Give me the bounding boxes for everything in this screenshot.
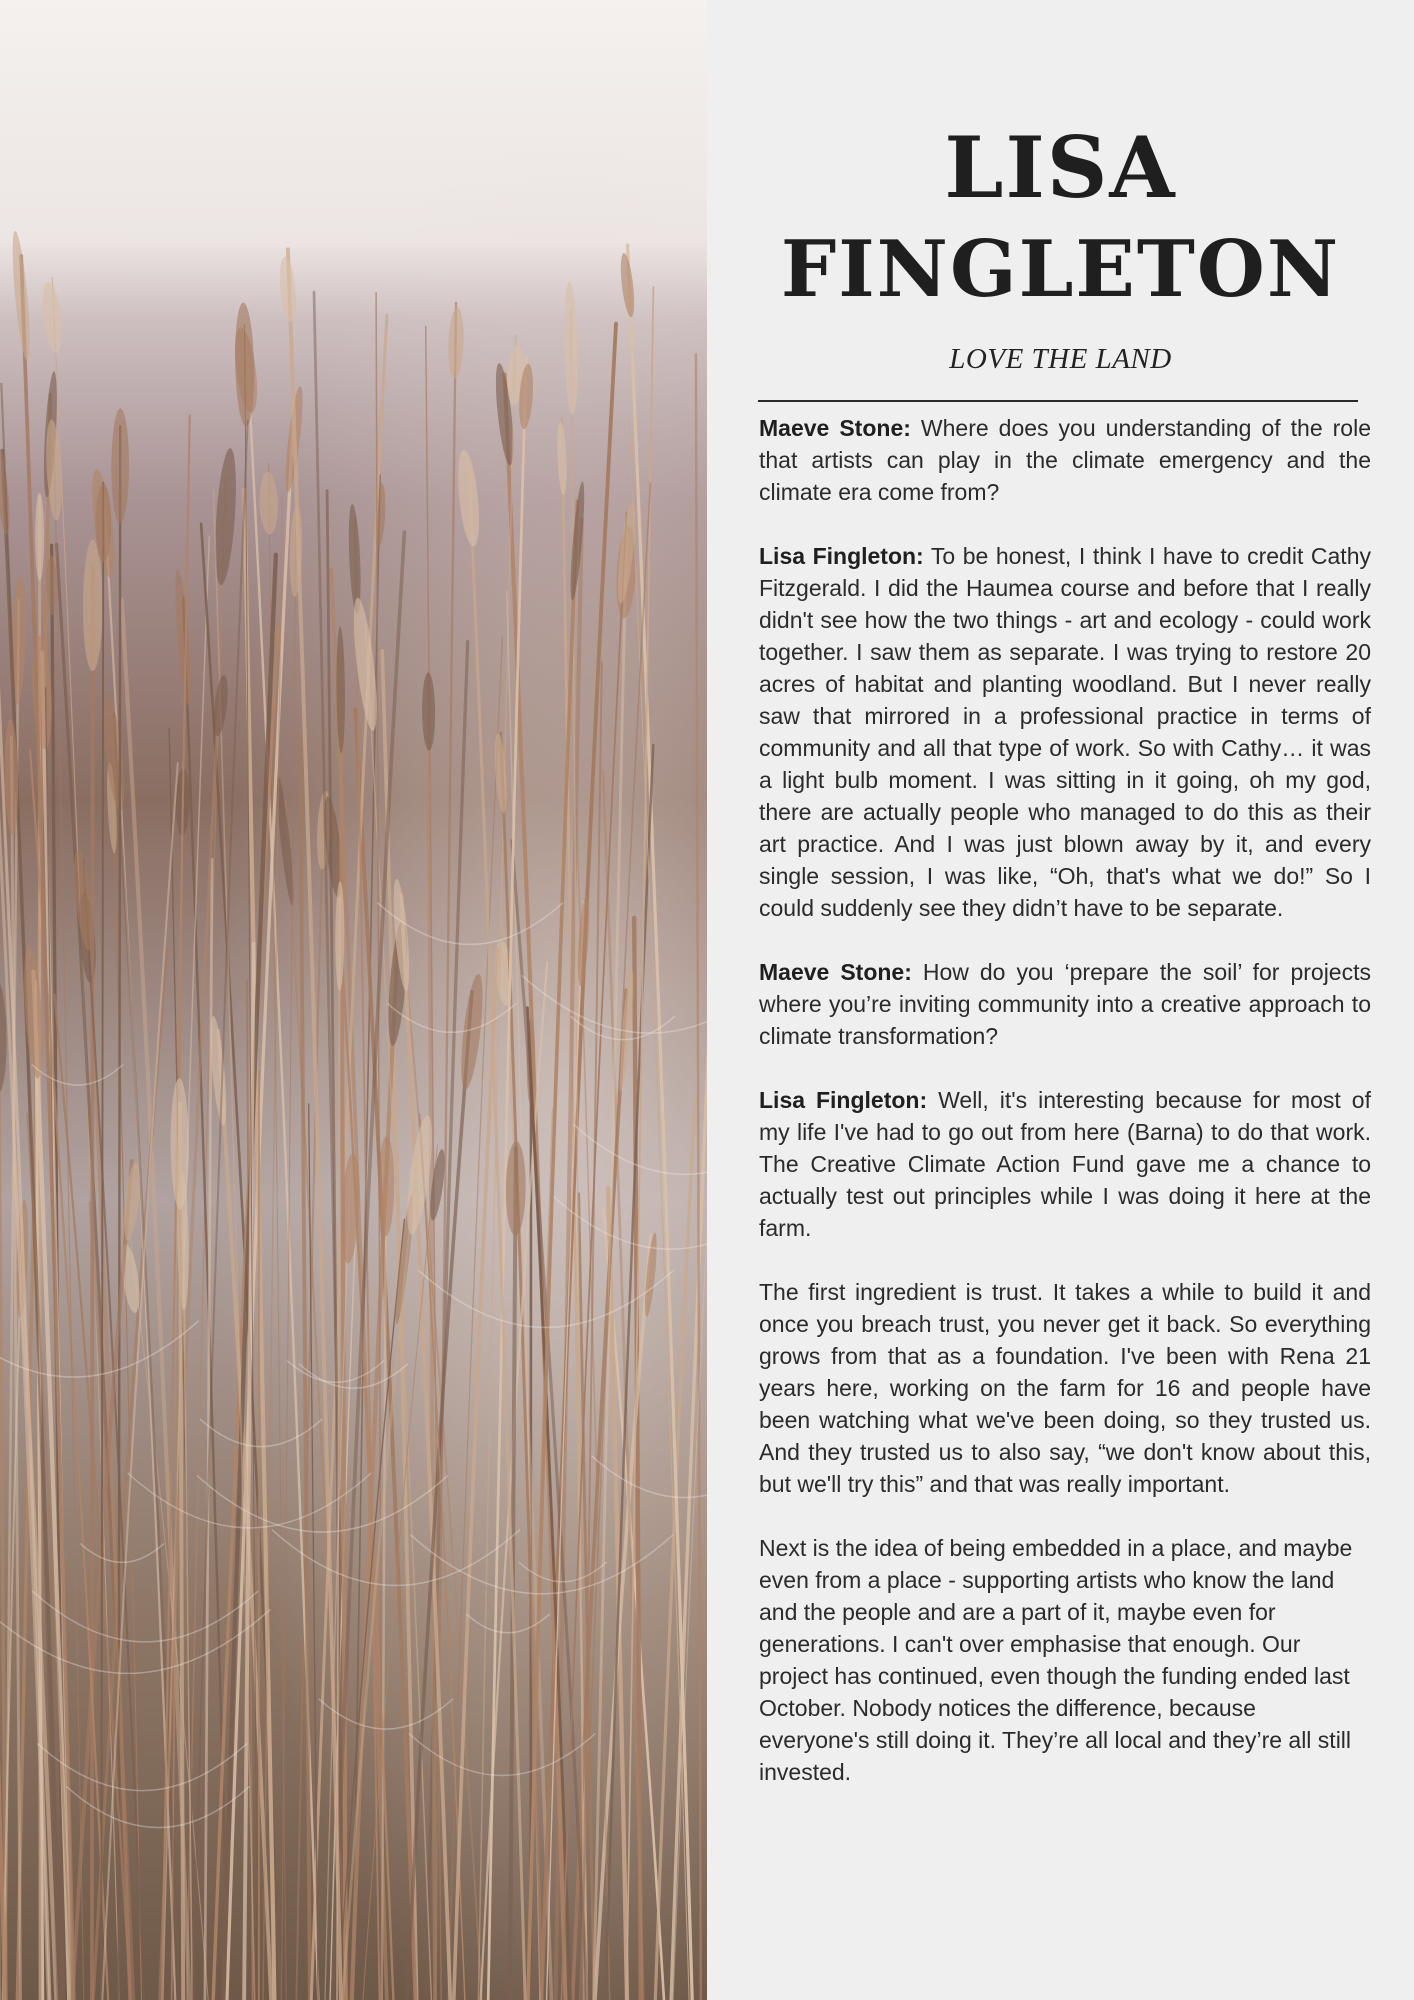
paragraph-text: Well, it's interesting because for most of my life I've had to go out from here (Barna) to do that work. The Creative Climate Action Fund gave me a chance to actually test out principles while I was doing it here at the farm.	[759, 1087, 1371, 1241]
paragraph-text: How do you ‘prepare the soil’ for projects where you’re inviting community into a creative approach to climate transformation?	[759, 959, 1371, 1049]
paragraph-text: The first ingredient is trust. It takes a while to build it and once you breach trust, you never get it back. So everything grows from that as a foundation. I've been with Rena 21 years here, working on the farm for 16 and people have been watching what we've been doing, so they trusted us. And they trusted us to also say, “we don't know about this, but we'll try this” and that was really important.	[759, 1279, 1371, 1497]
interview-body	[759, 412, 1371, 1820]
speaker-label: Lisa Fingleton:	[759, 543, 924, 569]
divider	[758, 400, 1358, 402]
paragraph	[759, 540, 1371, 924]
paragraph	[759, 1276, 1371, 1500]
paragraph	[759, 1532, 1371, 1788]
paragraph-text: Where does you understanding of the role that artists can play in the climate emergency and the climate era come from?	[759, 415, 1371, 505]
paragraph-text: Next is the idea of being embedded in a place, and maybe even from a place - supporting artists who know the land and the people and are a part of it, maybe even for generations. I can't over emphasise that enough. Our project has continued, even though the funding ended last October. Nobody notices the difference, because everyone's still doing it. They’re all local and they’re all still invested.	[759, 1535, 1353, 1785]
paragraph	[759, 956, 1371, 1052]
paragraph	[759, 1084, 1371, 1244]
title-last-name: FINGLETON	[780, 224, 1341, 315]
article-column	[707, 0, 1414, 2000]
speaker-label: Maeve Stone:	[759, 959, 912, 985]
title-first-name: LISA	[944, 118, 1177, 217]
subtitle: LOVE THE LAND	[949, 343, 1172, 375]
paragraph	[759, 412, 1371, 508]
speaker-label: Lisa Fingleton:	[759, 1087, 928, 1113]
speaker-label: Maeve Stone:	[759, 415, 911, 441]
paragraph-text: To be honest, I think I have to credit Cathy Fitzgerald. I did the Haumea course and before that I really didn't see how the two things - art and ecology - could work together. I saw them as separate. I was trying to restore 20 acres of habitat and planting woodland. But I never really saw that mirrored in a professional practice in terms of community and all that type of work. So with Cathy… it was a light bulb moment. I was sitting in it going, oh my god, there are actually people who managed to do this as their art practice. And I was just blown away by it, and every single session, I was like, “Oh, that's what we do!” So I could suddenly see they didn’t have to be separate.	[759, 543, 1371, 921]
